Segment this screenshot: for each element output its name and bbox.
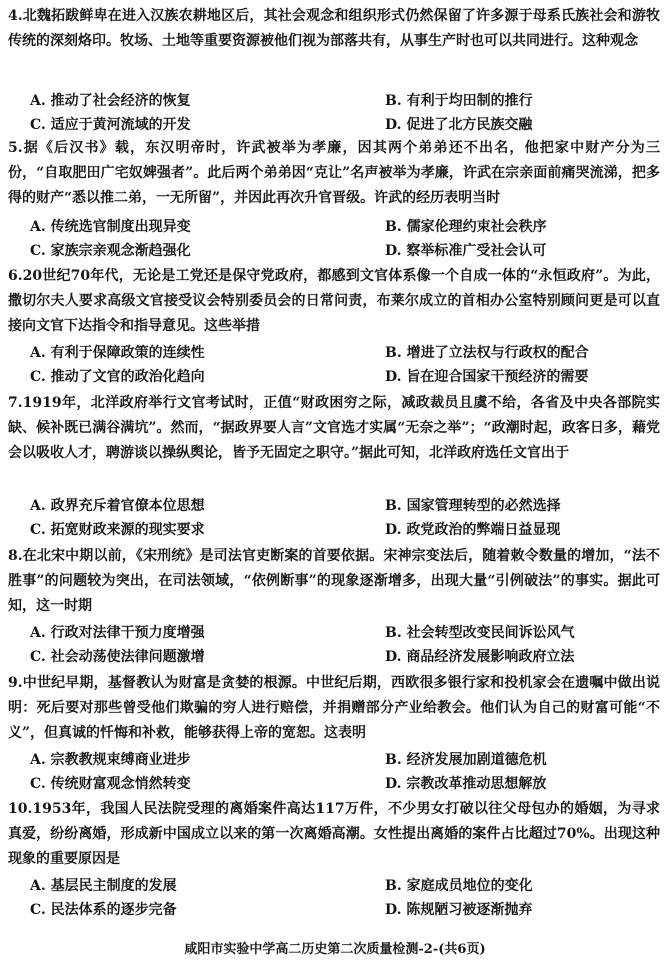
option-b: B. 增进了立法权与行政权的配合 — [385, 345, 589, 361]
question-stem: 8.在北宋中期以前，《宋刑统》是司法官吏断案的首要依据。宋神宗变法后，随着敕令数量的增加，“法不胜事”的问题较为突出，在司法领域，“依例断事”的现象逐渐增多，出现大量“引例破法”的事实。据此可知，这一时期 — [8, 548, 660, 614]
option-b: B. 有利于均田制的推行 — [385, 93, 533, 109]
option-b: B. 经济发展加剧道德危机 — [385, 752, 547, 768]
option-d: D. 宗教改革推动思想解放 — [385, 776, 547, 792]
option-c: C. 社会动荡使法律问题激增 — [30, 649, 205, 665]
option-a: A. 有利于保障政策的连续性 — [30, 345, 205, 361]
option-c: C. 适应于黄河流域的开发 — [30, 117, 191, 133]
option-a: A. 基层民主制度的发展 — [30, 878, 177, 894]
option-d: D. 商品经济发展影响政府立法 — [385, 649, 575, 665]
option-a: A. 宗教教规束缚商业进步 — [30, 752, 191, 768]
option-d: D. 政党政治的弊端日益显现 — [385, 522, 561, 538]
option-b: B. 儒家伦理约束社会秩序 — [385, 219, 547, 235]
option-c: C. 传统财富观念悄然转变 — [30, 776, 191, 792]
question-stem: 5.据《后汉书》载，东汉明帝时，许武被举为孝廉，因其两个弟弟还不出名，他把家中财产分为三份，“自取肥田广宅奴婢强者”。此后两个弟弟因“克让”名声被举为孝廉，许武在宗亲面前痛哭流涕，把多得的财产“悉以推二弟，一无所留”，并因此再次升官晋级。许武的经历表明当时 — [8, 140, 660, 206]
option-c: C. 推动了文官的政治化趋向 — [30, 369, 205, 385]
option-c: C. 家族宗亲观念渐趋强化 — [30, 243, 191, 259]
option-d: D. 陈规陋习被逐渐抛弃 — [385, 902, 533, 918]
option-d: D. 察举标准广受社会认可 — [385, 243, 547, 259]
question-stem: 9.中世纪早期，基督教认为财富是贪婪的根源。中世纪后期，西欧很多银行家和投机家会在遗嘱中做出说明：死后要对那些曾受他们欺骗的穷人进行赔偿，并捐赠部分产业给教会。他们认为自己的财富可能“不义”，但真诚的忏悔和补救，能够获得上帝的宽恕。这表明 — [8, 675, 660, 741]
option-b: B. 家庭成员地位的变化 — [385, 878, 533, 894]
option-b: B. 社会转型改变民间诉讼风气 — [385, 625, 575, 641]
option-b: B. 国家管理转型的必然选择 — [385, 498, 561, 514]
question-stem: 4.北魏拓跋鲜卑在进入汉族农耕地区后，其社会观念和组织形式仍然保留了许多源于母系氏族社会和游牧传统的深刻烙印。牧场、土地等重要资源被他们视为部落共有，从事生产时也可以共同进行。这种观念 — [8, 8, 660, 49]
question-stem: 7.1919年，北洋政府举行文官考试时，正值“财政困穷之际，减政裁员且虞不给，各省及中央各部院实缺、候补既已满谷满坑”。然而，“据政界要人言”文官选才实属“无奈之举”；“政潮时起，政客日多，藉党会以吸收人才，聘游谈以操纵舆论，皆予无固定之职守。”据此可知，北洋政府选任文官出于 — [8, 395, 660, 461]
option-a: A. 政界充斥着官僚本位思想 — [30, 498, 205, 514]
question-stem: 6.20世纪70年代，无论是工党还是保守党政府，都感到文官体系像一个自成一体的“永恒政府”。为此，撒切尔夫人要求高级文官接受议会特别委员会的日常问责，布莱尔成立的首相办公室特别顾问更是可以直接向文官下达指令和指导意见。这些举措 — [8, 268, 660, 334]
option-c: C. 拓宽财政来源的现实要求 — [30, 522, 205, 538]
page-footer: 咸阳市实验中学高二历史第二次质量检测-2-(共6页) — [184, 942, 486, 957]
option-a: A. 传统选官制度出现异变 — [30, 219, 191, 235]
option-a: A. 推动了社会经济的恢复 — [30, 93, 191, 109]
option-a: A. 行政对法律干预力度增强 — [30, 625, 205, 641]
option-d: D. 旨在迎合国家干预经济的需要 — [385, 369, 589, 385]
option-d: D. 促进了北方民族交融 — [385, 117, 533, 133]
question-stem: 10.1953年，我国人民法院受理的离婚案件高达117万件，不少男女打破以往父母包办的婚姻，为寻求真爱，纷纷离婚，形成新中国成立以来的第一次离婚高潮。女性提出离婚的案件占比超过70%。出现这种现象的重要原因是 — [8, 801, 660, 867]
option-c: C. 民法体系的逐步完备 — [30, 902, 177, 918]
